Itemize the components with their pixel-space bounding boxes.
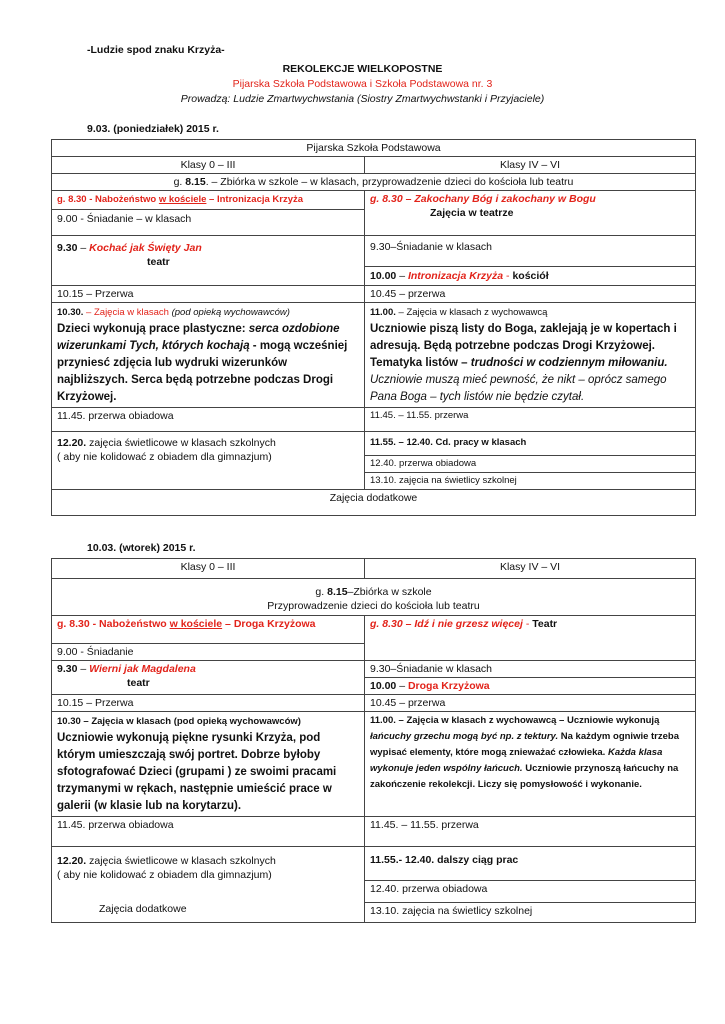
day2-date: 10.03. (wtorek) 2015 r. [87,542,196,554]
day2-r6a: 11.45. przerwa obiadowa [52,817,365,847]
tagline: -Ludzie spod znaku Krzyża- [87,44,225,56]
day2-r6b: 11.45. – 11.55. przerwa [365,817,696,847]
day2-r3b: 9.30–Śniadanie w klasach [365,661,696,678]
hosts-line: Prowadzą: Ludzie Zmartwychwstania (Siostry Zmartwychwstanki i Przyjaciele) [180,93,545,105]
day1-r6a: 12.20. zajęcia świetlicowe w klasach szkolnych ( aby nie kolidować z obiadem dla gimnazjum) [52,432,365,490]
day1-r2a: 9.30 – Kochać jak Święty Jan teatr [52,236,365,286]
table-row [52,616,696,644]
day1-school: Pijarska Szkoła Podstawowa [52,140,696,157]
day1-gather: g. 8.15. – Zbiórka w szkole – w klasach, przyprowadzenie dzieci do kościoła lub teatru [52,174,696,191]
day1-r6b: 11.55. – 12.40. Cd. pracy w klasach [365,432,696,456]
day2-r2a: 9.00 - Śniadanie [52,644,365,661]
day1-footer: Zajęcia dodatkowe [52,490,696,516]
day1-r5a: 11.45. przerwa obiadowa [52,408,365,432]
day1-col-b: Klasy IV – VI [365,157,696,174]
day2-r4a: 10.15 – Przerwa [52,695,365,712]
day1-col-a: Klasy 0 – III [52,157,365,174]
day2-gather-row [52,579,696,616]
day1-r5b: 11.45. – 11.55. przerwa [365,408,696,432]
day1-r8b: 13.10. zajęcia na świetlicy szkolnej [365,473,696,490]
table-row [52,286,696,303]
day1-date: 9.03. (poniedziałek) 2015 r. [87,123,219,135]
doc-title: REKOLEKCJE WIELKOPOSTNE [282,63,443,75]
table-row [52,303,696,408]
day2-r1a: g. 8.30 - Nabożeństwo w kościele – Droga Krzyżowa [52,616,365,644]
day2-r8b: 12.40. przerwa obiadowa [365,881,696,903]
table-row [52,408,696,432]
day2-r3a: 9.30 – Wierni jak Magdalena teatr [52,661,365,695]
table-row [52,191,696,236]
day1-col-header-row [52,157,696,174]
day1-r1b: g. 8.30 – Zakochany Bóg i zakochany w Bogu Zajęcia w teatrze [365,191,696,236]
schools-line: Pijarska Szkoła Podstawowa i Szkoła Podstawowa nr. 3 [232,78,493,90]
table-row [52,236,696,286]
day2-r3b2: 10.00 – Droga Krzyżowa [365,678,696,695]
day2-r1b: g. 8.30 – Idź i nie grzesz więcej - Teatr [365,616,696,661]
day1-r7b: 12.40. przerwa obiadowa [365,456,696,473]
table-row [52,712,696,817]
day2-col-header-row [52,559,696,579]
day1-gather-row [52,174,696,191]
day1-r3a: 10.15 – Przerwa [52,286,365,303]
table-row [52,817,696,847]
day2-r5a: 10.30 – Zajęcia w klasach (pod opieką wychowawców) Uczniowie wykonują piękne rysunki Krzyża, pod którym umieszczają swój portret. Dobrze byłoby sfotografować Dzieci (grupami ) ze swoimi pracami trzymanymi w rękach, następnie umieścić prace w galerii (w klasie lub na korytarzu). [52,712,365,817]
day1-r1a: g. 8.30 - Nabożeństwo w kościele – Intronizacja Krzyża 9.00 - Śniadanie – w klasach [52,191,365,236]
day1-r3b: 10.45 – przerwa [365,286,696,303]
day1-r4b: 11.00. – Zajęcia w klasach z wychowawcą Uczniowie piszą listy do Boga, zaklejają je w kopertach i adresują. Będą potrzebne podczas Drogi Krzyżowej. Tematyka listów – trudności w codziennym miłowaniu. Uczniowie muszą mieć pewność, że nikt – oprócz samego Pana Boga – tych listów nie będzie czytał. [365,303,696,408]
day1-table [51,139,696,516]
table-row [52,490,696,516]
table-row [52,847,696,881]
day2-r4b: 10.45 – przerwa [365,695,696,712]
day1-school-row [52,140,696,157]
day1-r4a: 10.30. – Zajęcia w klasach (pod opieką wychowawców) Dzieci wykonują prace plastyczne: serca ozdobione wizerunkami Tych, których kochają - mogą wcześniej przyniesć zdjęcia lub wydruki wizerunków najbliższych. Serca będą potrzebne podczas Drogi Krzyżowej. [52,303,365,408]
day2-r7a: 12.20. zajęcia świetlicowe w klasach szkolnych ( aby nie kolidować z obiadem dla gimnazjum) Zajęcia dodatkowe [52,847,365,923]
table-row [52,695,696,712]
day2-gather: g. 8.15–Zbiórka w szkole Przyprowadzenie dzieci do kościoła lub teatru [52,579,696,616]
table-row [52,432,696,456]
day2-col-a: Klasy 0 – III [52,559,365,579]
day2-r5b: 11.00. – Zajęcia w klasach z wychowawcą – Uczniowie wykonują łańcuchy grzechu mogą być np. z tektury. Na każdym ogniwie trzeba wypisać elementy, które mogą znieważać człowieka. Każda klasa wykonuje jeden wspólny łańcuch. Uczniowie przynoszą łańcuchy na zakończenie rekolekcji. Liczy się pomysłowość i wykonanie. [365,712,696,817]
table-row [52,661,696,678]
day1-r2b: 9.30–Śniadanie w klasach 10.00 – Intronizacja Krzyża - kościół [365,236,696,286]
day2-col-b: Klasy IV – VI [365,559,696,579]
day2-r9b: 13.10. zajęcia na świetlicy szkolnej [365,903,696,923]
day2-r7b: 11.55.- 12.40. dalszy ciąg prac [365,847,696,881]
day2-table [51,558,696,923]
